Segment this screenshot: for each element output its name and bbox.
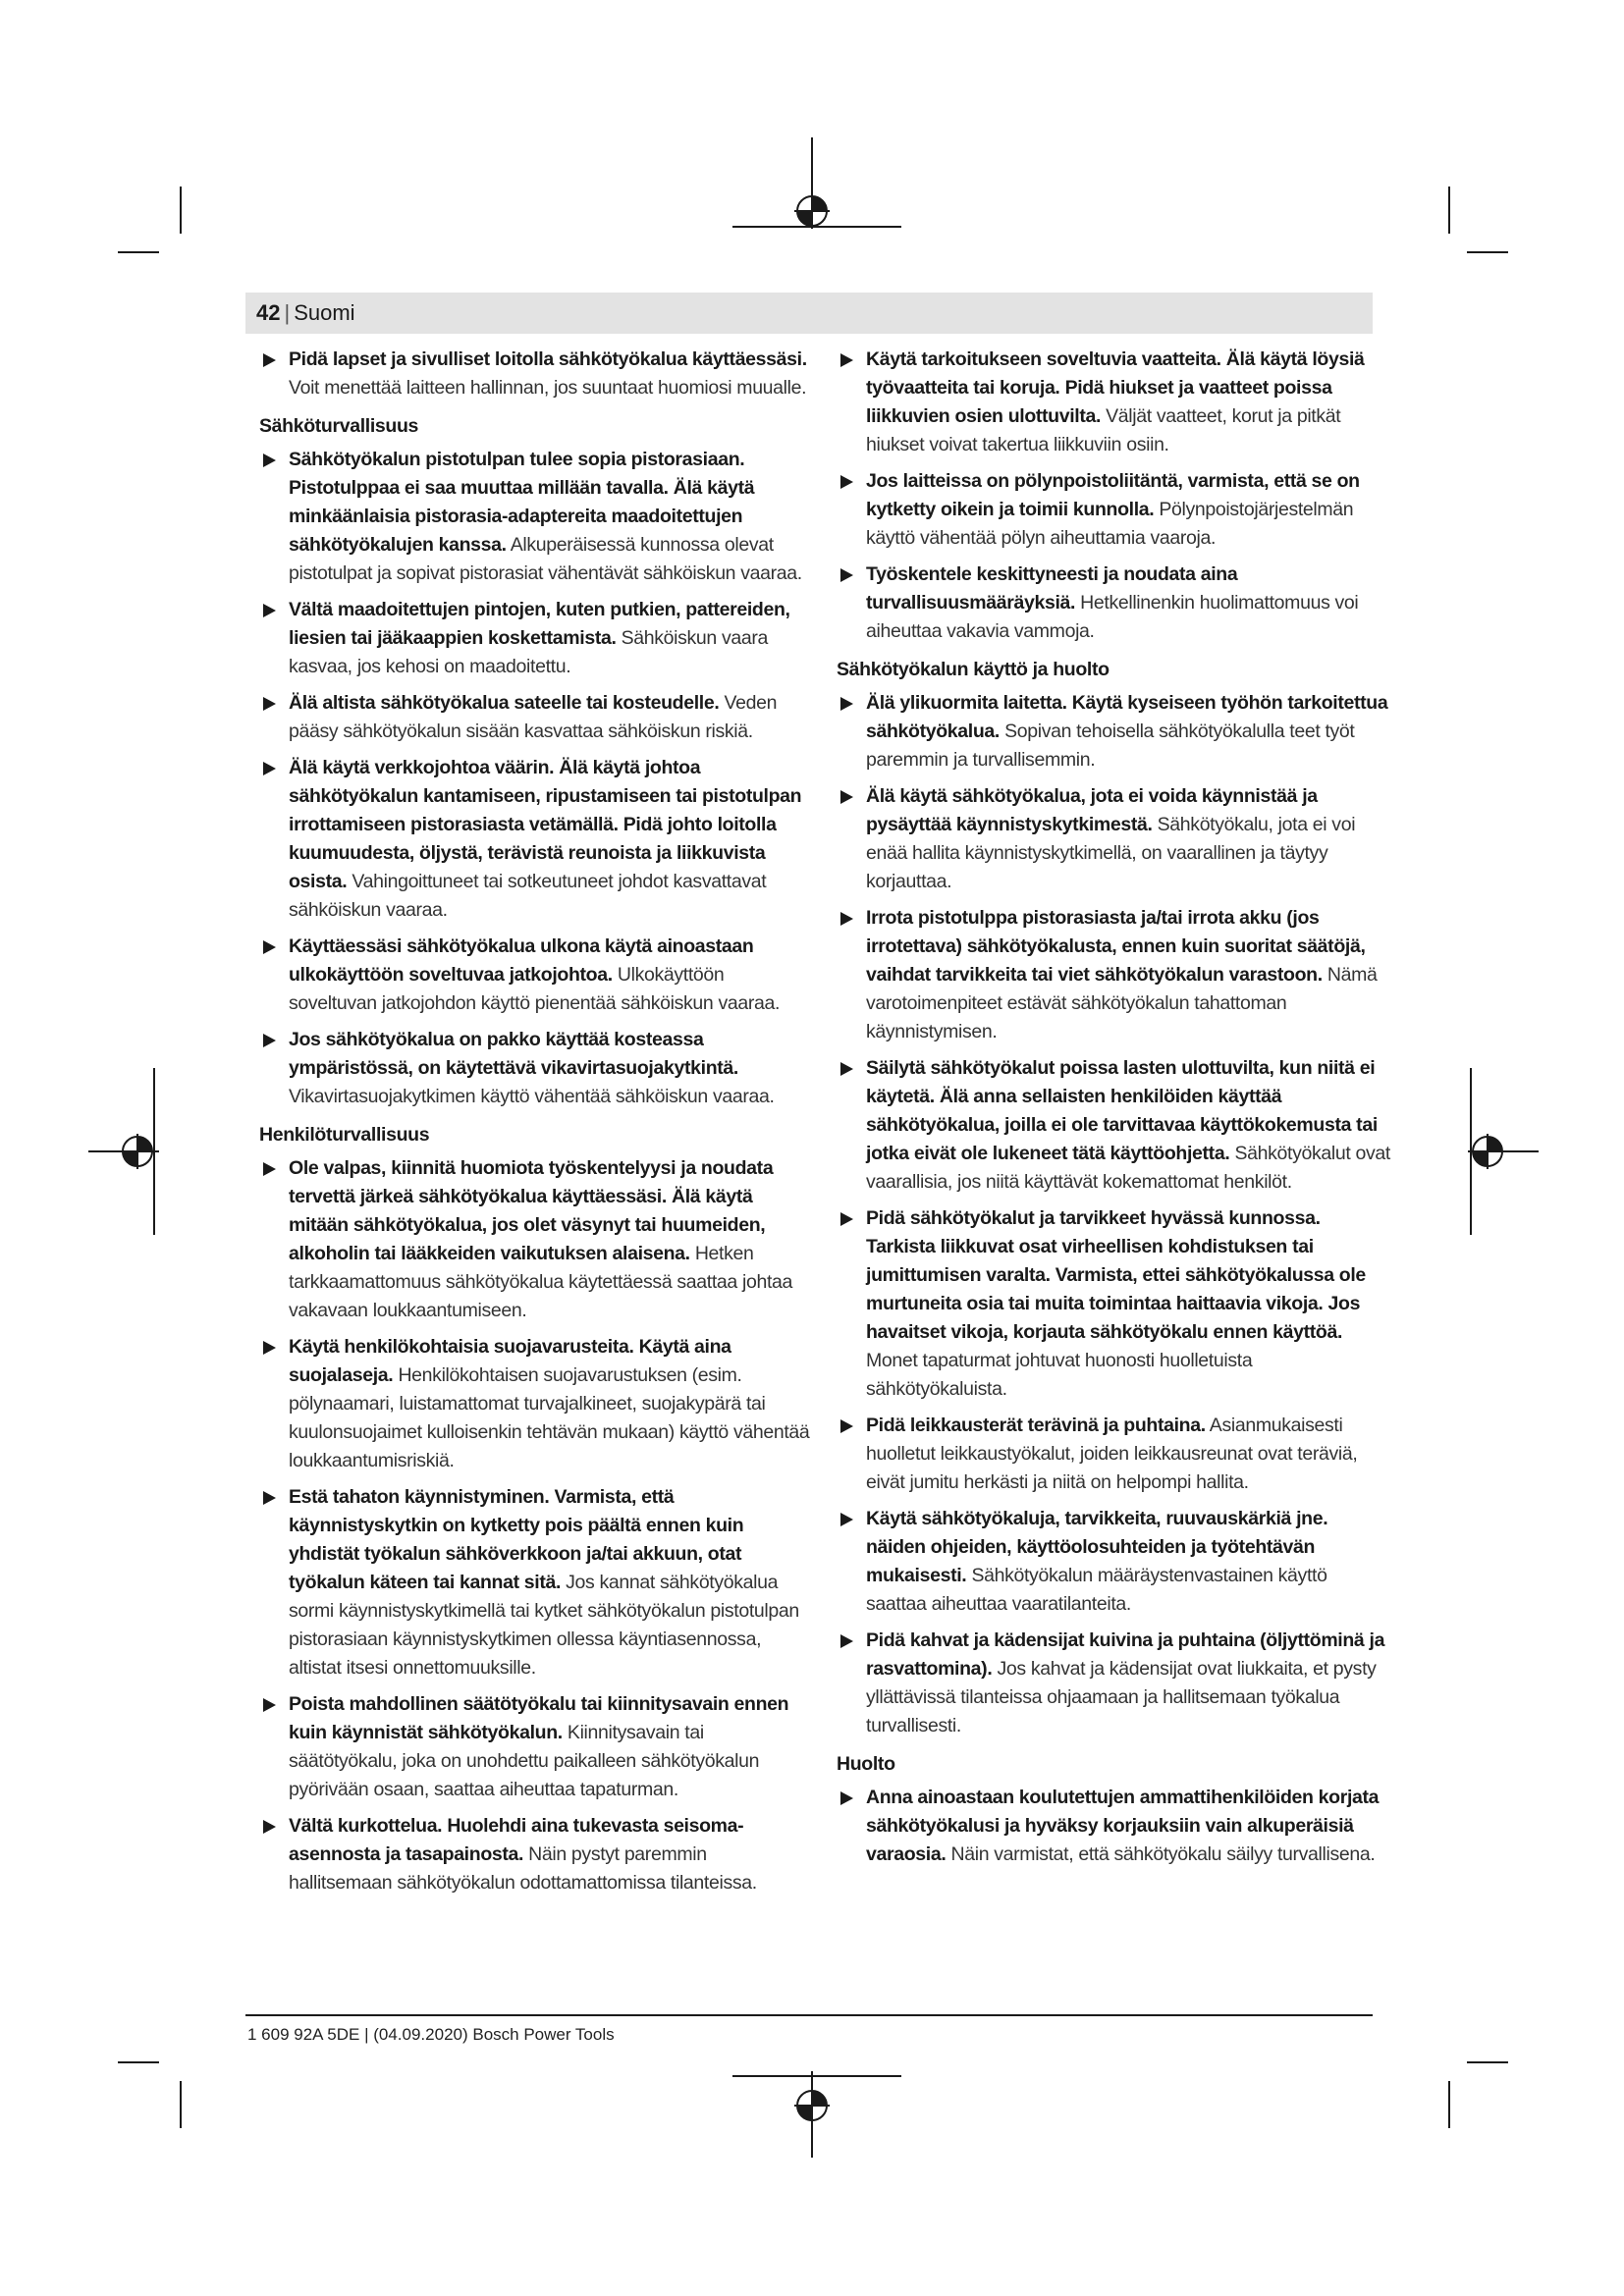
safety-instruction [259, 1333, 815, 1475]
bullet-triangle-icon [263, 1491, 276, 1505]
bullet-triangle-icon [263, 1820, 276, 1834]
instruction-explanation: Hetkellinenkin huolimattomuus voi aiheuttaa vakavia vammoja. [866, 592, 1359, 642]
instruction-explanation: Nämä varotoimenpiteet estävät sähkötyökalun tahattoman käynnistymisen. [866, 964, 1378, 1042]
crop-mark [1448, 187, 1450, 234]
instruction-explanation: Sähkötyökalut ovat vaarallisia, jos niitä käyttävät kokemattomat henkilöt. [866, 1143, 1390, 1193]
registration-mark-icon [794, 193, 830, 229]
instruction-explanation: Asianmukaisesti huolletut leikkaustyökalut, joiden leikkausreunat ovat teräviä, eivät jumitu herkästi ja niitä on helpompi hallita. [866, 1415, 1358, 1493]
bullet-triangle-icon [840, 1513, 853, 1526]
registration-mark-icon [120, 1134, 155, 1169]
bullet-triangle-icon [263, 1698, 276, 1712]
header-separator: | [284, 300, 291, 325]
footer-rule [245, 2014, 1373, 2016]
safety-instruction [837, 1204, 1392, 1404]
instruction-explanation: Näin varmistat, että sähkötyökalu säilyy turvallisena. [946, 1843, 1376, 1865]
crop-mark [1448, 2081, 1450, 2128]
bullet-triangle-icon [840, 353, 853, 367]
safety-instruction [259, 1690, 815, 1804]
instruction-explanation: Veden pääsy sähkötyökalun sisään kasvattaa sähköiskun riskiä. [289, 692, 778, 742]
safety-instruction [837, 904, 1392, 1046]
instruction-emphasis: Älä käytä verkkojohtoa väärin. Älä käytä johtoa sähkötyökalun kantamiseen, ripustamiseen tai pistotulpan irrottamiseen pistorasiasta vetämällä. Pidä johto loitolla kuumuudesta, öljystä, terävistä reunoista ja liikkuvista osista. [289, 757, 802, 892]
bullet-triangle-icon [840, 1062, 853, 1076]
section-heading: Henkilöturvallisuus [259, 1124, 430, 1146]
instruction-explanation: Sähkötyökalun määräystenvastainen käyttö saattaa aiheuttaa vaaratilanteita. [866, 1565, 1327, 1615]
instruction-explanation: Pölynpoistojärjestelmän käyttö vähentää pölyn aiheuttamia vaaroja. [866, 499, 1354, 549]
instruction-emphasis: Pidä leikkausterät terävinä ja puhtaina. [866, 1415, 1206, 1436]
bullet-triangle-icon [840, 568, 853, 582]
bullet-triangle-icon [840, 697, 853, 711]
instruction-emphasis: Jos sähkötyökalua on pakko käyttää kosteassa ympäristössä, on käytettävä vikavirtasuojakytkintä. [289, 1029, 738, 1079]
safety-instruction [837, 1505, 1392, 1619]
instruction-explanation: Alkuperäisessä kunnossa olevat pistotulpat ja sopivat pistorasiat vähentävät sähköiskun vaaraa. [289, 534, 802, 584]
page-language: Suomi [294, 300, 355, 325]
instruction-explanation: Henkilökohtaisen suojavarustuksen (esim. pölynaamari, luistamattomat turvajalkineet, suojakypärä tai kuulonsuojaimet kulloisenkin tehtävän mukaan) käyttö vähentää loukkaantumisriskiä. [289, 1364, 810, 1471]
instruction-emphasis: Anna ainoastaan koulutettujen ammattihenkilöiden korjata sähkötyökalusi ja hyväksy korjauksiin vain alkuperäisiä varaosia. [866, 1787, 1380, 1865]
page-header [256, 299, 355, 327]
bullet-triangle-icon [263, 762, 276, 775]
instruction-explanation: Vahingoittuneet tai sotkeutuneet johdot kasvattavat sähköiskun vaaraa. [289, 871, 767, 921]
page-footer: 1 609 92A 5DE | (04.09.2020) Bosch Power Tools [247, 2025, 615, 2044]
bullet-triangle-icon [840, 1791, 853, 1805]
instruction-explanation: Hetken tarkkaamattomuus sähkötyökalua käytettäessä saattaa johtaa vakavaan loukkaantumiseen. [289, 1243, 793, 1321]
safety-instruction [837, 1412, 1392, 1497]
bullet-triangle-icon [263, 604, 276, 617]
crop-mark [118, 251, 159, 253]
instruction-emphasis: Irrota pistotulppa pistorasiasta ja/tai irrota akku (jos irrotettava) sähkötyökalusta, ennen kuin suoritat säätöjä, vaihdat tarvikkeita tai viet sähkötyökalun varastoon. [866, 907, 1366, 986]
instruction-emphasis: Työskentele keskittyneesti ja noudata aina turvallisuusmääräyksiä. [866, 563, 1238, 614]
safety-instruction [837, 1627, 1392, 1740]
instruction-emphasis: Käytä tarkoitukseen soveltuvia vaatteita. Älä käytä löysiä työvaatteita tai koruja. Pidä hiukset ja vaatteet poissa liikkuvien osien ulottuvilta. [866, 348, 1365, 427]
safety-instruction [259, 1154, 815, 1325]
bullet-triangle-icon [263, 697, 276, 711]
section-heading: Huolto [837, 1753, 895, 1775]
instruction-emphasis: Pidä lapset ja sivulliset loitolla sähkötyökalua käyttäessäsi. [289, 348, 807, 370]
registration-line [732, 2075, 901, 2077]
safety-instruction [837, 561, 1392, 646]
crop-mark [180, 2081, 182, 2128]
right-column [837, 346, 1392, 1877]
instruction-explanation: Jos kahvat ja kädensijat ovat liukkaita, et pysty yllättävissä tilanteissa ohjaamaan ja hallitsemaan työkalua turvallisesti. [866, 1658, 1377, 1736]
bullet-triangle-icon [840, 1212, 853, 1226]
instruction-emphasis: Vältä kurkottelua. Huolehdi aina tukevasta seisoma-asennosta ja tasapainosta. [289, 1815, 744, 1865]
left-column [259, 346, 815, 1905]
safety-instruction [837, 1054, 1392, 1197]
instruction-explanation: Näin pystyt paremmin hallitsemaan sähkötyökalun odottamattomissa tilanteissa. [289, 1843, 757, 1894]
safety-instruction [259, 596, 815, 681]
instruction-emphasis: Vältä maadoitettujen pintojen, kuten putkien, pattereiden, liesien tai jääkaappien koskettamista. [289, 599, 790, 649]
bullet-triangle-icon [263, 1162, 276, 1176]
bullet-triangle-icon [263, 940, 276, 954]
instruction-emphasis: Estä tahaton käynnistyminen. Varmista, että käynnistyskytkin on kytketty pois päältä ennen kuin yhdistät työkalun sähköverkkoon ja/tai akkuun, otat työkalun käteen tai kannat sitä. [289, 1486, 744, 1593]
instruction-emphasis: Säilytä sähkötyökalut poissa lasten ulottuvilta, kun niitä ei käytetä. Älä anna sellaisten henkilöiden käyttää sähkötyökalua, joilla ei ole tarvittavaa käyttökokemusta tai jotka eivät ole lukeneet tätä käyttöohjetta. [866, 1057, 1378, 1164]
instruction-explanation: Sopivan tehoisella sähkötyökalulla teet työt paremmin ja turvallisemmin. [866, 721, 1355, 771]
safety-instruction [259, 1483, 815, 1682]
instruction-emphasis: Älä ylikuormita laitetta. Käytä kyseiseen työhön tarkoitettua sähkötyökalua. [866, 692, 1388, 742]
section-heading: Sähköturvallisuus [259, 415, 419, 437]
section-heading: Sähkötyökalun käyttö ja huolto [837, 659, 1110, 680]
safety-instruction [259, 346, 815, 402]
page-number: 42 [256, 300, 281, 325]
bullet-triangle-icon [263, 353, 276, 367]
instruction-explanation: Väljät vaatteet, korut ja pitkät hiukset voivat takertua liikkuviin osiin. [866, 405, 1341, 455]
safety-instruction [259, 1812, 815, 1897]
safety-instruction [837, 782, 1392, 896]
instruction-explanation: Jos kannat sähkötyökalua sormi käynnistyskytkimellä tai kytket sähkötyökalun pistotulpan pistorasiaan käynnistyskytkimen ollessa käyntiasennossa, altistat itsesi onnettomuuksille. [289, 1572, 799, 1679]
crop-mark [1467, 2061, 1508, 2063]
safety-instruction [837, 1784, 1392, 1869]
registration-mark-icon [794, 2088, 830, 2123]
safety-instruction [837, 689, 1392, 774]
page-header-bar [245, 293, 1373, 334]
instruction-emphasis: Pidä kahvat ja kädensijat kuivina ja puhtaina (öljyttöminä ja rasvattomina). [866, 1629, 1385, 1680]
safety-instruction [259, 933, 815, 1018]
crop-mark [180, 187, 182, 234]
instruction-emphasis: Poista mahdollinen säätötyökalu tai kiinnitysavain ennen kuin käynnistät sähkötyökalun. [289, 1693, 789, 1743]
instruction-explanation: Monet tapaturmat johtuvat huonosti huolletuista sähkötyökaluista. [866, 1350, 1253, 1400]
instruction-emphasis: Käytä henkilökohtaisia suojavarusteita. Käytä aina suojalaseja. [289, 1336, 731, 1386]
instruction-explanation: Voit menettää laitteen hallinnan, jos suuntaat huomiosi muualle. [289, 377, 807, 399]
instruction-explanation: Kiinnitysavain tai säätötyökalu, joka on unohdettu paikalleen sähkötyökalun pyörivään osaan, saattaa aiheuttaa tapaturman. [289, 1722, 760, 1800]
crop-mark [118, 2061, 159, 2063]
bullet-triangle-icon [840, 790, 853, 804]
bullet-triangle-icon [840, 1419, 853, 1433]
safety-instruction [837, 346, 1392, 459]
instruction-emphasis: Älä altista sähkötyökalua sateelle tai kosteudelle. [289, 692, 720, 714]
bullet-triangle-icon [840, 475, 853, 489]
instruction-explanation: Vikavirtasuojakytkimen käyttö vähentää sähköiskun vaaraa. [289, 1086, 775, 1107]
instruction-emphasis: Ole valpas, kiinnitä huomiota työskentelyysi ja noudata tervettä järkeä sähkötyökalua käyttäessäsi. Älä käytä mitään sähkötyökalua, jos olet väsynyt tai huumeiden, alkoholin tai lääkkeiden vaikutuksen alaisena. [289, 1157, 774, 1264]
safety-instruction [837, 467, 1392, 553]
safety-instruction [259, 446, 815, 588]
safety-instruction [259, 754, 815, 925]
bullet-triangle-icon [263, 454, 276, 467]
bullet-triangle-icon [263, 1034, 276, 1047]
instruction-explanation: Sähkötyökalu, jota ei voi enää hallita käynnistyskytkimellä, on vaarallinen ja täytyy korjauttaa. [866, 814, 1356, 892]
instruction-explanation: Ulkokäyttöön soveltuvan jatkojohdon käyttö pienentää sähköiskun vaaraa. [289, 964, 781, 1014]
instruction-emphasis: Käytä sähkötyökaluja, tarvikkeita, ruuvauskärkiä jne. näiden ohjeiden, käyttöolosuhteiden ja työtehtävän mukaisesti. [866, 1508, 1328, 1586]
crop-mark [1467, 251, 1508, 253]
instruction-emphasis: Sähkötyökalun pistotulpan tulee sopia pistorasiaan. Pistotulppaa ei saa muuttaa millään tavalla. Älä käytä minkäänlaisia pistorasia-adaptereita maadoitettujen sähkötyökalujen kanssa. [289, 449, 755, 556]
registration-mark-icon [1470, 1134, 1505, 1169]
bullet-triangle-icon [840, 1634, 853, 1648]
instruction-explanation: Sähköiskun vaara kasvaa, jos kehosi on maadoitettu. [289, 627, 769, 677]
instruction-emphasis: Käyttäessäsi sähkötyökalua ulkona käytä ainoastaan ulkokäyttöön soveltuvaa jatkojohtoa. [289, 935, 754, 986]
bullet-triangle-icon [840, 912, 853, 926]
instruction-emphasis: Jos laitteissa on pölynpoistoliitäntä, varmista, että se on kytketty oikein ja toimii kunnolla. [866, 470, 1360, 520]
safety-instruction [259, 1026, 815, 1111]
instruction-emphasis: Älä käytä sähkötyökalua, jota ei voida käynnistää ja pysäyttää käynnistyskytkimestä. [866, 785, 1318, 835]
safety-instruction [259, 689, 815, 746]
instruction-emphasis: Pidä sähkötyökalut ja tarvikkeet hyvässä kunnossa. Tarkista liikkuvat osat virheellisen kohdistuksen tai jumittumisen varalta. Varmista, ettei sähkötyökalussa ole murtuneita osia tai muita toimintaa haittaavia vikoja. Jos havaitset vikoja, korjauta sähkötyökalu ennen käyttöä. [866, 1207, 1366, 1343]
bullet-triangle-icon [263, 1341, 276, 1355]
